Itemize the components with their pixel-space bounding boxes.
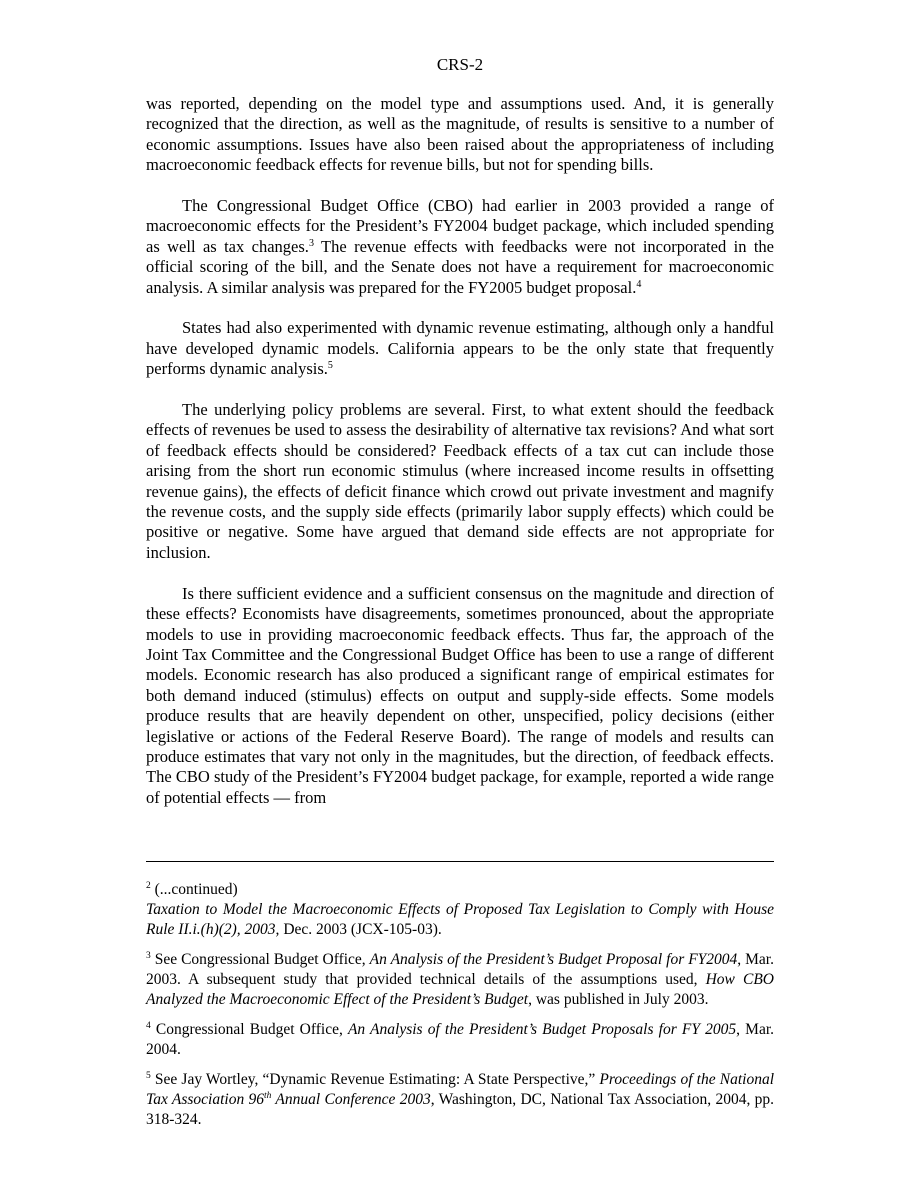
footnote-2-tail: Dec. 2003 (JCX-105-03). xyxy=(279,921,442,938)
footnote-2-number: 2 xyxy=(146,881,151,891)
paragraph-3 xyxy=(146,318,774,379)
footnote-4-title: An Analysis of the President’s Budget Proposals for FY 2005 xyxy=(347,1021,737,1038)
footnote-3-title-2: How CBO Analyzed the Macroeconomic Effect of the President’s Budget xyxy=(146,971,774,1008)
footnote-3 xyxy=(146,950,774,1010)
paragraph-3-text: States had also experimented with dynamic revenue estimating, although only a handful have developed dynamic models. California appears to be the only state that frequently performs dynamic analysis. xyxy=(146,318,774,379)
footnote-3-title-1: An Analysis of the President’s Budget Proposal for FY2004 xyxy=(369,951,738,968)
footnote-ref-4[interactable]: 4 xyxy=(636,278,642,290)
paragraph-1: was reported, depending on the model type and assumptions used. And, it is generally recognized that the direction, as well as the magnitude, of results is sensitive to a number of economic assumptions. Issues have also been raised about the appropriateness of including macroeconomic feedback effects for revenue bills, but not for spending bills. xyxy=(146,94,774,175)
main-text xyxy=(146,94,774,808)
paragraph-2-part-1: The Congressional Budget Office (CBO) had earlier in 2003 provided a range of macroeconomic effects for the President’s FY2004 budget package, which included spending as well as tax changes. xyxy=(146,196,774,256)
footnote-5-title-1: Proceedings of the National Tax Association 96 xyxy=(146,1071,774,1108)
paragraph-2 xyxy=(146,196,774,298)
footnote-2 xyxy=(146,880,774,940)
page-header: CRS-2 xyxy=(436,55,484,74)
footnote-4 xyxy=(146,1020,774,1060)
footnote-5-title-2: Annual Conference 2003 xyxy=(271,1091,431,1108)
footnote-divider xyxy=(146,861,774,862)
paragraph-5: Is there sufficient evidence and a sufficient consensus on the magnitude and direction of these effects? Economists have disagreements, sometimes pronounced, about the appropriate models to use in providing macroeconomic feedback effects. Thus far, the approach of the Joint Tax Committee and the Congressional Budget Office has been to use a range of different models. Economic research has also produced a significant range of empirical estimates for both demand induced (stimulus) effects on output and supply-side effects. Some models produce results that are heavily dependent on other, unspecified, policy decisions (either legislative or actions of the Federal Reserve Board). The range of models and results can produce estimates that vary not only in the magnitudes, but the direction, of feedback effects. The CBO study of the President’s FY2004 budget package, for example, reported a wide range of potential effects — from xyxy=(146,583,774,807)
footnote-4-number: 4 xyxy=(146,1021,151,1031)
footnote-5-number: 5 xyxy=(146,1071,151,1081)
footnote-4-text-2: , Mar. 2004. xyxy=(146,1021,775,1058)
footnote-2-title: Taxation to Model the Macroeconomic Effects of Proposed Tax Legislation to Comply with House Rule II.i.(h)(2), 2003, xyxy=(146,901,774,938)
footnote-5-text-1: See Jay Wortley, “Dynamic Revenue Estimating: A State Perspective,” xyxy=(150,1071,600,1088)
footnote-2-continued: (...continued) xyxy=(150,881,238,898)
footnote-5-text-2: , Washington, DC, National Tax Association, 2004, pp. 318-324. xyxy=(146,1091,775,1128)
paragraph-2-part-2: The revenue effects with feedbacks were not incorporated in the official scoring of the bill, and the Senate does not have a requirement for macroeconomic analysis. A similar analysis was prepared for the FY2005 budget proposal. xyxy=(146,236,774,297)
footnote-4-text-1: Congressional Budget Office, xyxy=(150,1021,348,1038)
footnote-ref-5[interactable]: 5 xyxy=(327,360,333,372)
paragraph-4: The underlying policy problems are several. First, to what extent should the feedback effects of revenues be used to assess the desirability of alternative tax revisions? And what sort of feedback effects should be considered? Feedback effects of a tax cut can include those arising from the short run economic stimulus (where increased income results in offsetting revenue gains), the effects of deficit finance which crowd out private investment and magnify the revenue costs, and the supply side effects (primarily labor supply effects) which could be positive or negative. Some have argued that demand side effects are not appropriate for inclusion. xyxy=(146,400,774,562)
footnote-3-number: 3 xyxy=(146,951,151,961)
footnote-3-text-3: , was published in July 2003. xyxy=(528,991,709,1008)
footnotes xyxy=(146,880,774,1140)
footnote-5-ordinal: th xyxy=(264,1091,272,1101)
footnote-5 xyxy=(146,1070,774,1130)
footnote-3-text-2: , Mar. 2003. A subsequent study that provided technical details of the assumptions used, xyxy=(146,951,774,988)
footnote-ref-3[interactable]: 3 xyxy=(308,237,314,249)
footnote-3-text-1: See Congressional Budget Office, xyxy=(150,951,370,968)
